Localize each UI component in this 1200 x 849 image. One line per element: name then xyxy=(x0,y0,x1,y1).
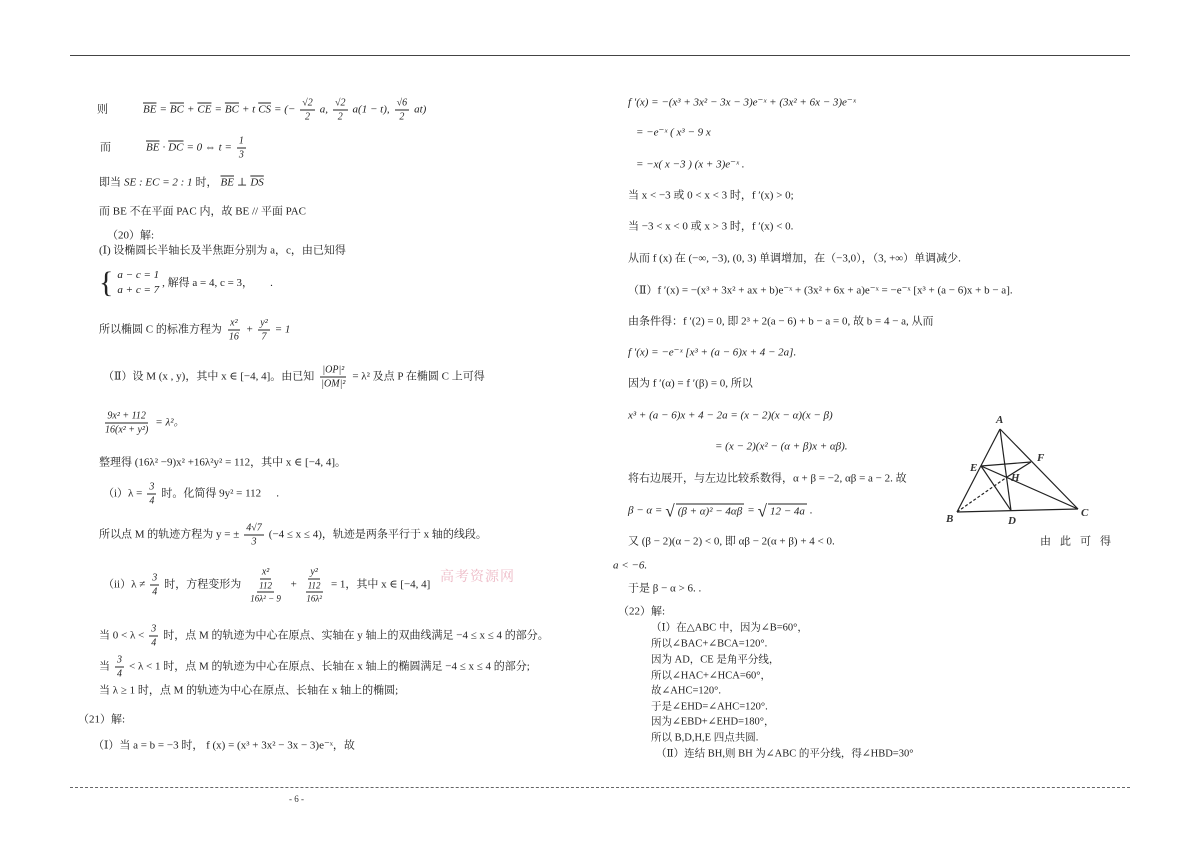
text: （Ⅱ）设 M (x , y)，其中 x ∈ [−4, 4]。由已知 xyxy=(103,370,315,383)
ellipse-case xyxy=(99,655,530,680)
simplified-equation: 整理得 (16λ² −9)x² +16λ²y² = 112，其中 x ∈ [−4, 4]。 xyxy=(99,456,347,469)
hyperbola-case xyxy=(99,624,549,649)
denominator: 4 xyxy=(117,668,122,680)
coefficient-comparison: 将右边展开，与左边比较系数得，α + β = −2, αβ = a − 2. 故 xyxy=(628,472,907,485)
operator: + xyxy=(186,103,195,116)
monotonicity-conclusion: 从而 f (x) 在 (−∞, −3), (0, 3) 单调增加，在（−3,0），（3, +∞）单调减少. xyxy=(628,252,961,265)
page-number: - 6 - xyxy=(289,794,304,804)
numerator: 4√7 xyxy=(246,522,262,534)
proof-line: 所以 B,D,H,E 四点共圆. xyxy=(651,732,759,744)
fraction xyxy=(258,318,269,343)
label-d: D xyxy=(1008,515,1016,527)
problem-21-heading: （21）解: xyxy=(78,713,126,726)
dot-product-line xyxy=(100,136,248,161)
vector-ce: $\overline{CE}$ xyxy=(197,103,212,116)
numerator: x² xyxy=(230,317,238,329)
factorization-expanded: = (x − 2)(x² − (α + β)x + αβ). xyxy=(715,440,848,453)
denominator: |OM|² xyxy=(321,378,346,390)
ellipse-setup: (Ⅰ) 设椭圆长半轴长及半焦距分别为 a，c，由已知得 xyxy=(99,244,346,257)
numerator: y² xyxy=(310,566,318,578)
numerator: 3 xyxy=(151,623,157,635)
operator: + t xyxy=(241,103,256,116)
increasing-condition: 当 x < −3 或 0 < x < 3 时，f ′(x) > 0; xyxy=(628,189,794,202)
denominator: 16λ² xyxy=(306,593,322,604)
vector-be-equation xyxy=(97,98,426,123)
equation-stack xyxy=(117,268,159,298)
term: SE : EC = 2 : 1 xyxy=(124,176,193,189)
solution-text: , 解得 a = 4, c = 3， xyxy=(162,276,254,289)
text: 时，方程变形为 xyxy=(164,578,242,591)
denominator: 4 xyxy=(151,637,157,649)
denominator: 3 xyxy=(238,149,244,161)
label-e: E xyxy=(970,462,978,474)
vector-be: $\overline{BE}$ xyxy=(146,141,160,154)
derivative-factor-2: = −x( x −3 ) (x + 3)e⁻ˣ . xyxy=(636,158,745,171)
label-b: B xyxy=(946,513,954,525)
segment-ef xyxy=(981,462,1031,466)
proof-line: 故∠AHC=120°. xyxy=(651,685,721,697)
denominator: 16(x² + y²) xyxy=(105,424,149,436)
fraction xyxy=(333,98,348,123)
condition-line: 由条件得：f ′(2) = 0, 即 2³ + 2(a − 6) + b − a = 0, 故 b = 4 − a, 从而 xyxy=(628,315,934,328)
text: < λ < 1 时，点 M 的轨迹为中心在原点、长轴在 x 轴上的椭圆满足 −4 ≤ x ≤ 4 的部分; xyxy=(129,660,530,673)
numerator: 3 xyxy=(152,572,158,584)
text: 当 0 < λ < xyxy=(99,629,145,642)
numerator: y² xyxy=(260,317,268,329)
term: = λ²。 xyxy=(155,416,185,429)
footer-rule xyxy=(70,787,1130,788)
term: β − α = xyxy=(628,504,663,517)
equation: a + c = 7 xyxy=(117,284,160,296)
problem-22-heading: （22）解: xyxy=(618,605,666,618)
numerator: 112 xyxy=(307,580,321,591)
denominator: 4 xyxy=(152,586,158,598)
part-ii-setup xyxy=(103,365,485,390)
derivative-line: f ′(x) = −(x³ + 3x² − 3x − 3)e⁻ˣ + (3x² + 6x − 3)e⁻ˣ xyxy=(628,96,856,109)
segment-ad xyxy=(1000,429,1011,511)
fraction xyxy=(395,98,410,123)
fraction xyxy=(237,136,246,161)
denominator: 4 xyxy=(149,495,155,507)
proof-line: 因为∠EBD+∠EHD=180°， xyxy=(651,716,775,728)
equation: a − c = 1 xyxy=(117,269,160,281)
label-c: C xyxy=(1081,507,1089,519)
part-ii-derivative: （Ⅱ）f ′(x) = −(x³ + 3x² + ax + b)e⁻ˣ + (3x² + 6x + a)e⁻ˣ = −e⁻ˣ [x³ + (a − 6)x + b − a]. xyxy=(628,284,1013,297)
lead-word: 而 xyxy=(100,141,111,154)
numerator: 9x² + 112 xyxy=(107,410,146,422)
fraction xyxy=(115,655,124,680)
ratio-line xyxy=(99,177,264,190)
denominator: 2 xyxy=(399,111,405,123)
text: (−4 ≤ x ≤ 4)，轨迹是两条平行于 x 轴的线段。 xyxy=(268,528,487,541)
inequality-line xyxy=(628,536,1120,549)
fraction xyxy=(149,624,158,649)
text: 即当 xyxy=(99,176,121,189)
numerator: √6 xyxy=(396,97,408,109)
proof-line: 所以∠BAC+∠BCA=120°. xyxy=(651,638,768,650)
final-inequality: 于是 β − α > 6. . xyxy=(628,582,702,595)
equation-system xyxy=(99,268,273,298)
numerator: 3 xyxy=(117,654,122,666)
denominator: 3 xyxy=(251,536,257,548)
text: = 1，其中 x ∈ [−4, 4] xyxy=(330,578,431,591)
fraction xyxy=(248,581,283,604)
triangle-diagram xyxy=(920,405,1105,530)
operator: = xyxy=(159,103,167,116)
proof-line: 因为 AD，CE 是角平分线， xyxy=(651,654,780,666)
text: 所以椭圆 C 的标准方程为 xyxy=(99,323,222,336)
numerator: √2 xyxy=(302,97,313,109)
fraction xyxy=(147,482,156,507)
denominator: 2 xyxy=(305,111,311,123)
text: 当 xyxy=(99,660,110,673)
operator: + xyxy=(289,578,298,591)
fraction xyxy=(300,98,315,123)
operator: + xyxy=(245,323,254,336)
case-i xyxy=(103,482,279,507)
sqrt-symbol: √ xyxy=(757,501,767,521)
fraction xyxy=(319,365,347,390)
problem-21-part-i: （Ⅰ）当 a = b = −3 时， f (x) = (x³ + 3x² − 3x − 3)e⁻ˣ，故 xyxy=(93,739,355,752)
term: a, xyxy=(319,103,329,116)
denominator: 7 xyxy=(261,331,267,343)
roots-line: 因为 f ′(α) = f ′(β) = 0, 所以 xyxy=(628,377,753,390)
denominator xyxy=(302,580,326,604)
problem-20-heading: （20）解: xyxy=(107,229,155,242)
fraction xyxy=(304,581,324,604)
text: （ii）λ ≠ xyxy=(103,578,146,591)
period: . xyxy=(270,276,273,289)
vector-be: $\overline{BE}$ xyxy=(143,103,157,116)
side-bc xyxy=(957,509,1078,512)
locus-equation xyxy=(99,523,487,548)
watermark: 高考资源网 xyxy=(440,570,515,585)
proof-line: （Ⅰ）在△ABC 中，因为∠B=60°， xyxy=(651,622,808,634)
label-a: A xyxy=(996,414,1004,426)
fraction xyxy=(103,411,150,436)
proof-line: 所以∠HAC+∠HCA=60°， xyxy=(651,670,771,682)
sqrt-symbol: √ xyxy=(665,501,675,521)
case-ii xyxy=(103,567,430,604)
vector-dc: $\overline{DC}$ xyxy=(168,141,184,154)
operator: = (− xyxy=(274,103,296,116)
denominator: 16 xyxy=(228,331,239,343)
term: at) xyxy=(414,103,427,116)
text: 时。化简得 9y² = 112 xyxy=(161,487,262,500)
header-rule xyxy=(70,55,1130,56)
denominator: 16λ² − 9 xyxy=(250,593,281,604)
perpendicular-symbol: ⊥ xyxy=(236,176,248,189)
fraction xyxy=(150,573,159,598)
dot-operator: · xyxy=(162,141,166,154)
text: 时，点 M 的轨迹为中心在原点、实轴在 y 轴上的双曲线满足 −4 ≤ x ≤ 4 的部分。 xyxy=(163,629,549,642)
numerator: |OP|² xyxy=(322,364,345,376)
lead-word: 则 xyxy=(97,103,108,116)
radicand: (β + α)² − 4αβ xyxy=(677,505,743,518)
text: 时， xyxy=(195,176,218,189)
text: = λ² 及点 P 在椭圆 C 上可得 xyxy=(352,370,485,383)
numerator: 3 xyxy=(149,481,155,493)
vector-ds: $\overline{DS}$ xyxy=(250,176,264,189)
text: 又 (β − 2)(α − 2) < 0, 即 αβ − 2(α + β) + 4 < 0. xyxy=(628,535,835,548)
parallel-conclusion: 而 BE 不在平面 PAC 内，故 BE // 平面 PAC xyxy=(99,205,307,218)
period: . xyxy=(809,504,813,517)
numerator: √2 xyxy=(335,97,346,109)
fraction xyxy=(244,523,264,548)
brace: { xyxy=(99,266,114,299)
period: . xyxy=(276,487,279,500)
denominator: 2 xyxy=(337,111,343,123)
radicand: 12 − 4a xyxy=(769,505,805,518)
derivative-factor-1: = −e⁻ˣ ( x³ − 9 x xyxy=(636,126,711,139)
vector-cs: $\overline{CS}$ xyxy=(258,103,272,116)
numerator: x² xyxy=(261,566,270,578)
label-f: F xyxy=(1037,452,1045,464)
term: = 0 ⇔ t = xyxy=(186,141,232,154)
term: = 1 xyxy=(274,323,291,336)
text: 由此可得 xyxy=(1040,535,1120,548)
ellipse-equation xyxy=(99,318,290,343)
vector-bc: $\overline{BC}$ xyxy=(169,103,184,116)
a-range: a < −6. xyxy=(613,559,648,572)
decreasing-condition: 当 −3 < x < 0 或 x > 3 时，f ′(x) < 0. xyxy=(628,220,794,233)
proof-line: 于是∠EHD=∠AHC=120°. xyxy=(651,701,768,713)
side-ac xyxy=(1000,429,1078,509)
operator: = xyxy=(214,103,222,116)
text: （i）λ = xyxy=(103,487,143,500)
term: a(1 − t), xyxy=(352,103,390,116)
vector-bc: $\overline{BC}$ xyxy=(224,103,239,116)
denominator xyxy=(246,580,285,604)
operator: = xyxy=(747,504,755,517)
side-ab xyxy=(957,429,1000,512)
fraction xyxy=(227,318,241,343)
numerator: 112 xyxy=(259,580,272,591)
vector-be: $\overline{BE}$ xyxy=(220,176,234,189)
lambda-equation xyxy=(101,411,185,436)
proof-line: （Ⅱ）连结 BH,则 BH 为∠ABC 的平分线，得∠HBD=30° xyxy=(656,748,914,760)
derivative-simplified: f ′(x) = −e⁻ˣ [x³ + (a − 6)x + 4 − 2a]. xyxy=(628,346,797,359)
compound-fraction xyxy=(246,567,285,604)
root-difference xyxy=(628,503,813,520)
text: 所以点 M 的轨迹方程为 y = ± xyxy=(99,528,240,541)
factorization-line: x³ + (a − 6)x + 4 − 2a = (x − 2)(x − α)(x − β) xyxy=(628,409,833,422)
compound-fraction xyxy=(302,567,326,604)
numerator: 1 xyxy=(238,135,244,147)
ellipse-full-case: 当 λ ≥ 1 时，点 M 的轨迹为中心在原点、长轴在 x 轴上的椭圆; xyxy=(99,684,399,697)
label-h: H xyxy=(1011,472,1020,484)
